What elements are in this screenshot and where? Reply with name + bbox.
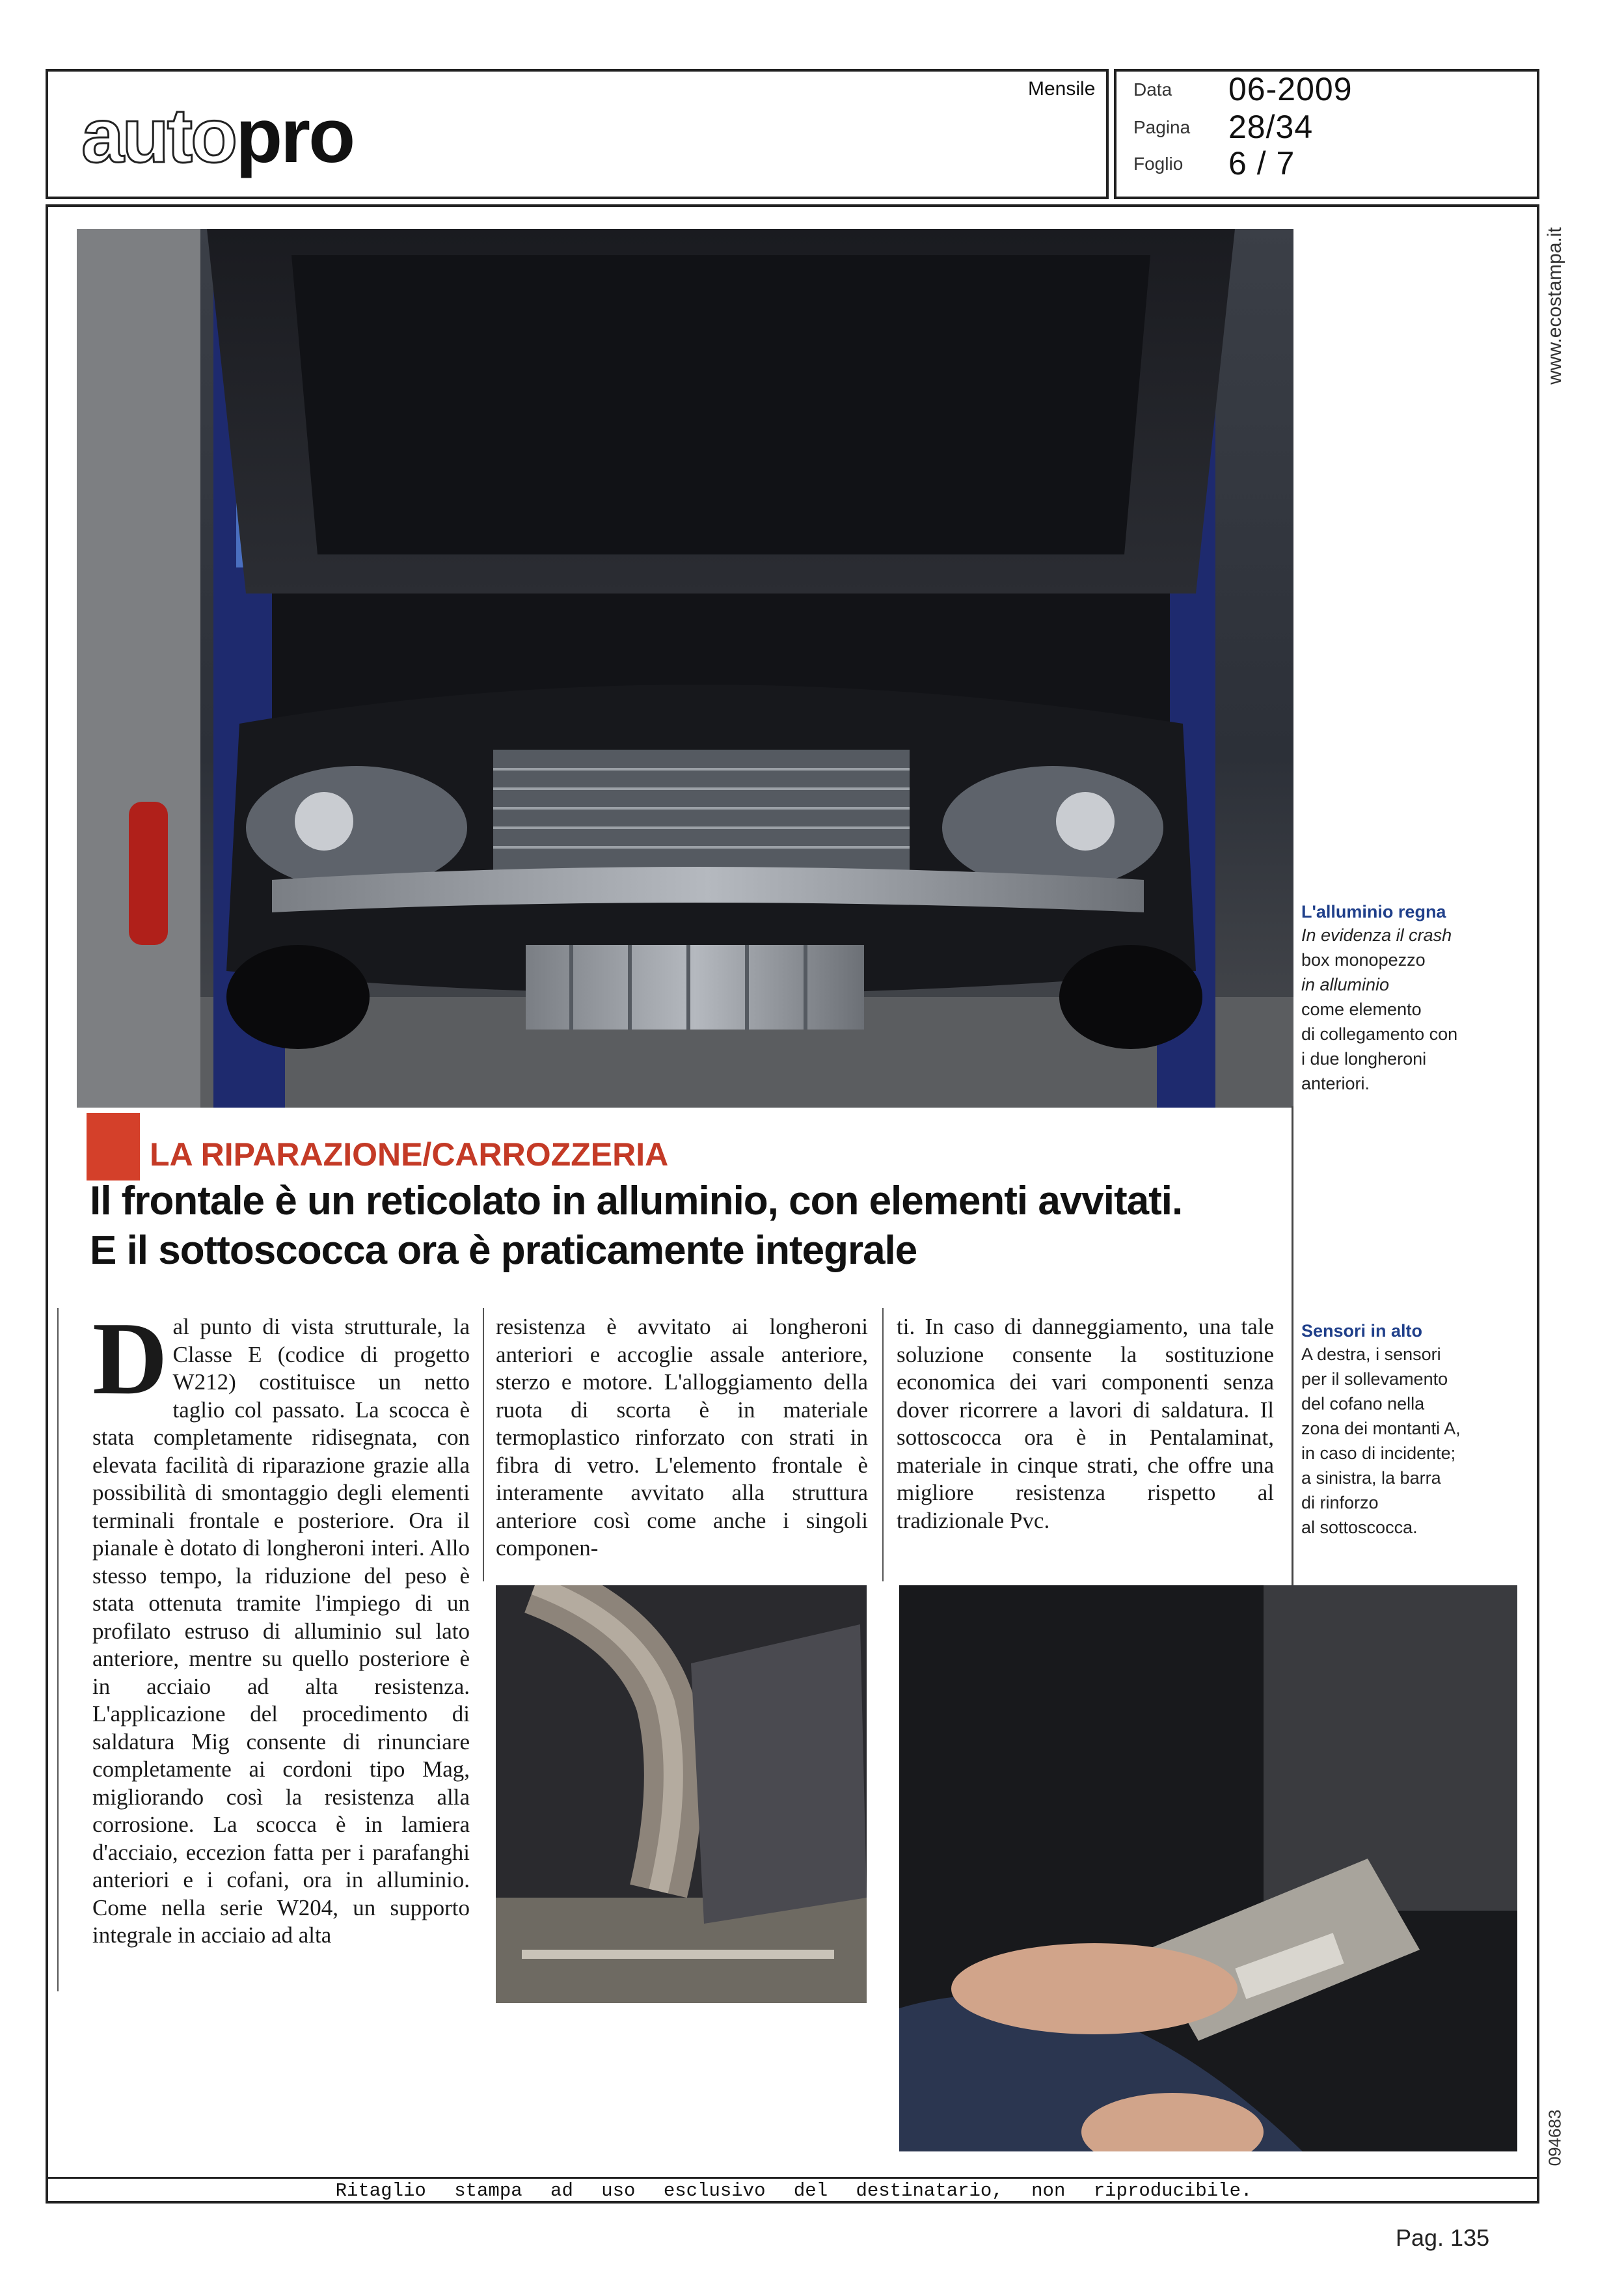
pagina-label: Pagina xyxy=(1133,117,1191,137)
caption-alluminio-line3: in alluminio xyxy=(1301,975,1390,994)
foglio-value: 6 / 7 xyxy=(1228,145,1295,182)
footer-rule xyxy=(48,2177,1539,2179)
column-rule-left xyxy=(57,1308,59,1991)
caption-sensori-line3: del cofano nella xyxy=(1301,1394,1425,1413)
section-kicker: LA RIPARAZIONE/CARROZZERIA xyxy=(150,1136,669,1173)
caption-alluminio-line5: di collegamento con xyxy=(1301,1024,1458,1044)
website-text: www.ecostampa.it xyxy=(1544,227,1565,385)
caption-sensori-line2: per il sollevamento xyxy=(1301,1369,1448,1389)
column-rule-2 xyxy=(882,1308,884,1581)
caption-sensori-line5: in caso di incidente; xyxy=(1301,1443,1456,1463)
caption-alluminio-line7: anteriori. xyxy=(1301,1074,1370,1093)
caption-alluminio-line2: box monopezzo xyxy=(1301,950,1426,970)
headline-line-2: E il sottoscocca ora è praticamente integrale xyxy=(90,1228,917,1273)
logo-pro-text: pro xyxy=(236,93,354,179)
caption-alluminio-text xyxy=(1301,923,1496,1096)
caption-sensori-line4: zona dei montanti A, xyxy=(1301,1419,1461,1438)
body-column-3-text: ti. In caso di danneggiamento, una tale soluzione consente la sostituzione economica dei vari componenti senza dover ricorrere a lavori di saldatura. Il sottoscocca ora è in Pentalaminat, materiale in cinque strati, che offre una migliore resistenza rispetto al tradizionale Pvc. xyxy=(897,1314,1274,1533)
caption-alluminio-line1: In evidenza il crash xyxy=(1301,925,1452,945)
logo-auto-text: auto xyxy=(81,93,236,179)
caption-sensori-line8: al sottoscocca. xyxy=(1301,1518,1418,1537)
copyright-notice: Ritaglio stampa ad uso esclusivo del destinatario, non riproducibile. xyxy=(335,2180,1252,2202)
website-vertical xyxy=(1536,215,1575,397)
caption-sensori-title: Sensori in alto xyxy=(1301,1321,1423,1341)
column-rule-1 xyxy=(483,1308,484,1581)
underbody-photo xyxy=(496,1585,867,2003)
caption-sensori-line6: a sinistra, la barra xyxy=(1301,1468,1441,1488)
hood-sensor-photo xyxy=(899,1585,1517,2151)
body-column-2 xyxy=(496,1313,868,1563)
archive-code-text: 094683 xyxy=(1545,2109,1565,2166)
body-column-1 xyxy=(92,1300,470,1950)
foglio-label: Foglio xyxy=(1133,154,1184,174)
sidebar-rule xyxy=(1292,1106,1293,1601)
caption-alluminio-line4: come elemento xyxy=(1301,1000,1422,1019)
car-front-illustration xyxy=(77,229,1293,1108)
caption-alluminio-title: L'alluminio regna xyxy=(1301,902,1446,921)
headline-line-1: Il frontale è un reticolato in alluminio, con elementi avvitati. xyxy=(90,1179,1183,1223)
hood-sensor-illustration xyxy=(899,1585,1517,2151)
pagina-value: 28/34 xyxy=(1228,109,1314,145)
archive-code-vertical xyxy=(1536,2089,1575,2187)
underbody-illustration xyxy=(496,1585,867,2003)
body-column-2-text: resistenza è avvitato ai longheroni anteriori e accoglie assale anteriore, sterzo e motore. L'alloggiamento della ruota di scorta è in materiale termoplastico rinforzato con strati in fibra di vetro. L'elemento frontale è interamente avvitato alla struttura anteriore così come anche i singoli componen- xyxy=(496,1314,868,1561)
car-front-photo xyxy=(77,229,1293,1108)
frequency-label: Mensile xyxy=(1028,78,1096,100)
kicker-accent-bar xyxy=(87,1113,140,1180)
caption-sensori-line1: A destra, i sensori xyxy=(1301,1344,1441,1364)
caption-sensori-text xyxy=(1301,1342,1496,1540)
publication-logo xyxy=(81,93,354,179)
article-headline xyxy=(90,1177,1300,1276)
drop-cap: D xyxy=(92,1300,168,1416)
body-column-1-text: al punto di vista strutturale, la Classe E (codice di progetto W212) costituisce un netto taglio col passato. La scocca è stata completamente ridisegnata, con elevata facilità di riparazione grazie alla possibilità di smontaggio degli elementi terminali frontale e posteriore. Ora il pianale è dotato di longheroni interi. Allo stesso tempo, la riduzione del peso è stata ottenuta tramite l'impiego di un profilato estruso di alluminio sul lato anteriore, mentre su quello posteriore è in acciaio ad alta resistenza. L'applicazione del procedimento di saldatura Mig consente di rinunciare completamente ai cordoni tipo Mag, migliorando così la resistenza alla corrosione. La scocca è in lamiera d'acciaio, eccezion fatta per i parafanghi anteriori e i cofani, ora in alluminio. Come nella serie W204, un supporto integrale in acciaio ad alta xyxy=(92,1314,470,1948)
page-number: Pag. 135 xyxy=(1396,2224,1490,2251)
caption-sensori-line7: di rinforzo xyxy=(1301,1493,1379,1512)
data-value: 06-2009 xyxy=(1228,71,1353,107)
body-column-3 xyxy=(897,1313,1274,1535)
caption-alluminio-line6: i due longheroni xyxy=(1301,1049,1427,1069)
data-label: Data xyxy=(1133,79,1172,100)
